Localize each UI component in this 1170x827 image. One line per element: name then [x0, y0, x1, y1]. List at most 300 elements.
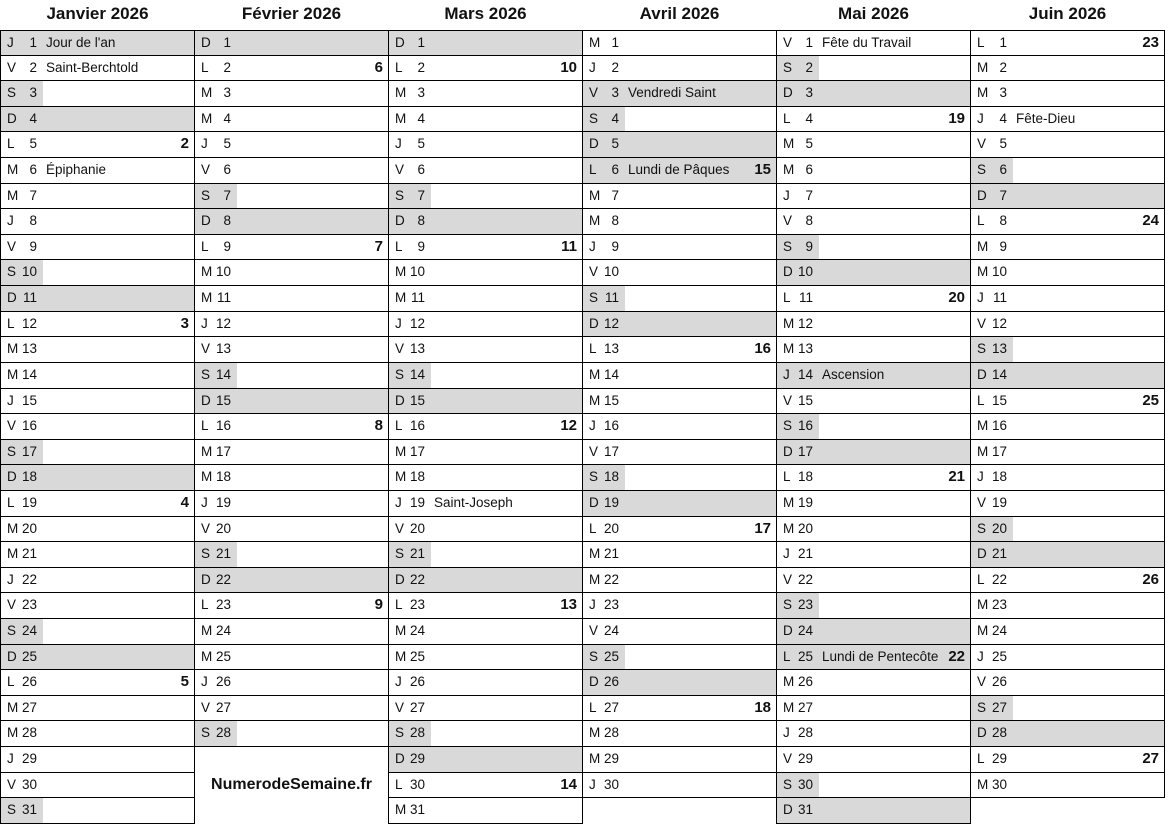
day-number: 17: [797, 443, 813, 459]
day-row: [388, 337, 583, 363]
day-number: 18: [21, 469, 37, 485]
day-number: 15: [797, 392, 813, 408]
day-row: [776, 158, 971, 184]
weekday-letter: M: [7, 520, 19, 536]
day-row: [582, 209, 777, 235]
day-number: 26: [409, 674, 425, 690]
day-row: [388, 440, 583, 466]
month-title: Mars 2026: [444, 4, 527, 23]
weekday-letter: S: [783, 418, 793, 434]
weekday-letter: J: [7, 213, 14, 229]
weekday-letter: M: [7, 187, 19, 203]
weekday-letter: V: [783, 571, 793, 587]
day-row: [0, 414, 195, 440]
weekday-letter: M: [977, 776, 989, 792]
day-row: [194, 465, 389, 491]
week-number: 2: [180, 135, 189, 153]
weekday-letter: J: [7, 571, 14, 587]
day-row: [970, 465, 1165, 491]
day-number: 7: [29, 187, 37, 203]
day-row: [388, 312, 583, 338]
day-number: 9: [805, 238, 813, 254]
weekday-letter: S: [7, 623, 17, 639]
day-row: [582, 107, 777, 133]
day-row: [582, 645, 777, 671]
day-number: 27: [991, 699, 1007, 715]
day-row: [388, 491, 583, 517]
weekday-letter: M: [977, 264, 989, 280]
holiday-label: Jour de l'an: [46, 35, 116, 50]
day-number: 21: [409, 546, 425, 562]
weekday-letter: S: [7, 264, 17, 280]
month-title: Janvier 2026: [46, 4, 149, 23]
holiday-label: Ascension: [822, 366, 885, 382]
day-number: 13: [603, 341, 619, 357]
holiday-label: Lundi de Pâques: [628, 162, 730, 178]
day-number: 11: [22, 290, 37, 306]
day-row: [970, 81, 1165, 107]
day-row: [194, 363, 389, 389]
weekday-letter: M: [977, 597, 989, 613]
week-number: 17: [754, 519, 771, 537]
day-number: 25: [603, 648, 619, 664]
weekday-letter: V: [977, 674, 987, 690]
day-row: [388, 645, 583, 671]
day-row: [582, 773, 777, 799]
day-row: [388, 81, 583, 107]
weekday-letter: M: [201, 290, 213, 306]
weekday-letter: D: [783, 802, 793, 818]
day-row: [582, 312, 777, 338]
day-number: 4: [29, 110, 37, 126]
month-days: [776, 30, 971, 824]
day-row: [582, 235, 777, 261]
day-row: [194, 568, 389, 594]
day-row: [582, 517, 777, 543]
day-row: [776, 670, 971, 696]
weekday-letter: L: [7, 494, 15, 510]
day-number: 4: [223, 110, 231, 126]
day-row: [0, 696, 195, 722]
day-number: 25: [21, 648, 37, 664]
day-number: 19: [409, 494, 425, 510]
weekday-letter: V: [977, 494, 987, 510]
day-row: [0, 721, 195, 747]
day-row: [194, 619, 389, 645]
weekday-letter: S: [201, 366, 211, 382]
day-number: 8: [223, 213, 231, 229]
day-row: [194, 337, 389, 363]
day-row: [776, 747, 971, 773]
day-number: 10: [21, 264, 37, 280]
day-number: 22: [215, 571, 231, 587]
day-number: 18: [215, 469, 231, 485]
day-number: 1: [29, 35, 37, 50]
day-row: [970, 593, 1165, 619]
day-row: [582, 260, 777, 286]
day-row: [388, 593, 583, 619]
day-row: [970, 542, 1165, 568]
day-row: [776, 389, 971, 415]
weekday-letter: L: [783, 110, 791, 126]
day-number: 7: [611, 187, 619, 203]
day-number: 20: [603, 520, 619, 536]
day-number: 15: [21, 392, 37, 408]
day-number: 7: [223, 187, 231, 203]
day-row: [582, 414, 777, 440]
weekday-letter: V: [589, 264, 599, 280]
weekday-letter: V: [395, 699, 405, 715]
weekday-letter: V: [395, 341, 405, 357]
weekday-letter: M: [395, 110, 407, 126]
day-number: 15: [603, 392, 619, 408]
day-number: 11: [216, 290, 231, 306]
day-number: 6: [417, 162, 425, 178]
day-number: 28: [797, 725, 813, 741]
weekday-letter: J: [783, 366, 790, 382]
weekday-letter: J: [589, 238, 596, 254]
day-number: 6: [999, 162, 1007, 178]
day-row: [582, 363, 777, 389]
day-number: 18: [797, 469, 813, 485]
day-number: 29: [409, 751, 425, 767]
weekday-letter: S: [395, 187, 405, 203]
weekday-letter: M: [977, 443, 989, 459]
weekday-letter: D: [7, 648, 17, 664]
day-number: 15: [215, 392, 231, 408]
weekday-letter: M: [7, 699, 19, 715]
weekday-letter: D: [783, 443, 793, 459]
day-row: [582, 747, 777, 773]
day-number: 5: [417, 136, 425, 152]
day-number: 20: [409, 520, 425, 536]
day-number: 27: [409, 699, 425, 715]
day-row: [776, 30, 971, 56]
day-row: [970, 619, 1165, 645]
week-number: 21: [948, 468, 965, 486]
weekday-letter: J: [589, 59, 596, 75]
week-number: 4: [180, 493, 189, 511]
day-number: 19: [991, 494, 1007, 510]
day-number: 22: [603, 571, 619, 587]
weekday-letter: D: [589, 136, 599, 152]
day-number: 2: [805, 59, 813, 75]
month-column: [776, 0, 971, 824]
day-row: [970, 107, 1165, 133]
day-number: 16: [409, 418, 425, 434]
day-number: 2: [611, 59, 619, 75]
day-row: [582, 593, 777, 619]
weekday-letter: J: [7, 751, 14, 767]
day-row: [776, 721, 971, 747]
weekday-letter: L: [395, 418, 403, 434]
day-number: 19: [603, 494, 619, 510]
day-number: 9: [223, 238, 231, 254]
week-number: 7: [374, 237, 383, 255]
week-number: 16: [754, 340, 771, 358]
day-row: [776, 619, 971, 645]
weekday-letter: J: [783, 546, 790, 562]
holiday-label: Fête du Travail: [822, 35, 912, 50]
day-row: [776, 286, 971, 312]
day-number: 3: [29, 85, 37, 101]
month-column: [388, 0, 583, 824]
day-number: 28: [215, 725, 231, 741]
day-number: 30: [797, 776, 813, 792]
day-number: 23: [603, 597, 619, 613]
day-row: [970, 56, 1165, 82]
weekday-letter: V: [395, 162, 405, 178]
day-row: [776, 465, 971, 491]
weekday-letter: M: [783, 494, 795, 510]
day-number: 14: [21, 366, 37, 382]
day-number: 9: [417, 238, 425, 254]
day-row: [194, 721, 389, 747]
day-number: 31: [21, 802, 37, 818]
day-row: [0, 235, 195, 261]
day-row: [776, 542, 971, 568]
day-row: [194, 158, 389, 184]
day-row: [0, 363, 195, 389]
day-number: 5: [611, 136, 619, 152]
weekday-letter: M: [589, 751, 601, 767]
weekday-letter: M: [977, 85, 989, 101]
day-row: [388, 235, 583, 261]
month-title: Mai 2026: [838, 4, 909, 23]
weekday-letter: J: [7, 35, 14, 50]
weekday-letter: M: [977, 59, 989, 75]
day-row: [582, 286, 777, 312]
day-number: 22: [21, 571, 37, 587]
day-row: [970, 286, 1165, 312]
weekday-letter: M: [783, 315, 795, 331]
day-row: [194, 389, 389, 415]
day-row: [0, 132, 195, 158]
day-row: [776, 81, 971, 107]
day-number: 28: [603, 725, 619, 741]
day-number: 24: [603, 623, 619, 639]
day-row: [388, 517, 583, 543]
day-row: [388, 798, 583, 824]
day-row: [388, 465, 583, 491]
day-number: 10: [409, 264, 425, 280]
weekday-letter: S: [589, 648, 599, 664]
day-number: 24: [21, 623, 37, 639]
weekday-letter: S: [589, 110, 599, 126]
day-number: 14: [603, 366, 619, 382]
day-number: 14: [797, 366, 813, 382]
weekday-letter: L: [783, 469, 791, 485]
day-row: [0, 286, 195, 312]
weekday-letter: M: [783, 162, 795, 178]
day-number: 20: [215, 520, 231, 536]
week-number: 8: [374, 417, 383, 435]
weekday-letter: D: [589, 494, 599, 510]
day-row: [776, 312, 971, 338]
day-number: 30: [991, 776, 1007, 792]
day-number: 29: [991, 751, 1007, 767]
day-row: [582, 440, 777, 466]
day-number: 12: [603, 315, 619, 331]
weekday-letter: V: [783, 751, 793, 767]
day-row: [0, 81, 195, 107]
day-number: 5: [29, 136, 37, 152]
day-row: [194, 312, 389, 338]
month-days: [388, 30, 583, 824]
day-number: 23: [991, 597, 1007, 613]
day-number: 9: [999, 238, 1007, 254]
weekday-letter: M: [7, 725, 19, 741]
weekday-letter: J: [977, 290, 984, 306]
weekday-letter: J: [977, 469, 984, 485]
day-number: 21: [603, 546, 619, 562]
day-row: [388, 286, 583, 312]
day-row: [582, 670, 777, 696]
day-row: [0, 440, 195, 466]
day-row: [582, 619, 777, 645]
day-row: [776, 260, 971, 286]
day-row: [194, 56, 389, 82]
weekday-letter: J: [395, 494, 402, 510]
weekday-letter: S: [395, 546, 405, 562]
day-number: 29: [603, 751, 619, 767]
weekday-letter: D: [783, 85, 793, 101]
weekday-letter: V: [589, 85, 599, 101]
weekday-letter: J: [7, 392, 14, 408]
week-number: 19: [948, 109, 965, 127]
weekday-letter: L: [395, 597, 403, 613]
day-row: [388, 184, 583, 210]
weekday-letter: M: [783, 520, 795, 536]
weekday-letter: M: [783, 136, 795, 152]
day-row: [0, 337, 195, 363]
day-row: [388, 414, 583, 440]
weekday-letter: M: [589, 35, 601, 50]
day-number: 30: [603, 776, 619, 792]
day-number: 3: [999, 85, 1007, 101]
weekday-letter: L: [395, 59, 403, 75]
weekday-letter: V: [7, 776, 17, 792]
day-number: 15: [409, 392, 425, 408]
day-number: 10: [991, 264, 1007, 280]
day-number: 1: [999, 35, 1007, 50]
week-number: 6: [374, 58, 383, 76]
day-row: [388, 619, 583, 645]
weekday-letter: M: [977, 238, 989, 254]
day-number: 21: [21, 546, 37, 562]
weekday-letter: S: [783, 238, 793, 254]
day-number: 2: [223, 59, 231, 75]
weekday-letter: M: [395, 648, 407, 664]
day-row: [388, 158, 583, 184]
day-number: 28: [21, 725, 37, 741]
holiday-label: Saint-Berchtold: [46, 59, 139, 75]
day-row: [0, 568, 195, 594]
weekday-letter: D: [977, 546, 987, 562]
week-number: 12: [560, 417, 577, 435]
day-number: 29: [797, 751, 813, 767]
day-number: 12: [215, 315, 231, 331]
day-row: [970, 184, 1165, 210]
weekday-letter: M: [201, 264, 213, 280]
day-row: [0, 747, 195, 773]
day-number: 19: [215, 494, 231, 510]
month-column: [970, 0, 1165, 824]
weekday-letter: L: [977, 35, 985, 50]
weekday-letter: S: [783, 59, 793, 75]
day-number: 4: [417, 110, 425, 126]
day-number: 6: [223, 162, 231, 178]
day-number: 27: [21, 699, 37, 715]
day-number: 8: [417, 213, 425, 229]
day-number: 30: [21, 776, 37, 792]
day-row: [582, 184, 777, 210]
day-number: 13: [409, 341, 425, 357]
weekday-letter: S: [977, 520, 987, 536]
day-row: [970, 747, 1165, 773]
day-number: 17: [21, 443, 37, 459]
day-number: 4: [611, 110, 619, 126]
weekday-letter: V: [395, 520, 405, 536]
day-number: 18: [409, 469, 425, 485]
day-row: [388, 389, 583, 415]
weekday-letter: M: [589, 392, 601, 408]
day-row: [388, 132, 583, 158]
weekday-letter: D: [395, 35, 405, 50]
day-number: 8: [611, 213, 619, 229]
weekday-letter: D: [7, 290, 17, 306]
day-number: 5: [999, 136, 1007, 152]
day-row: [970, 132, 1165, 158]
weekday-letter: J: [201, 494, 208, 510]
weekday-letter: M: [395, 623, 407, 639]
week-number: 5: [180, 673, 189, 691]
day-number: 11: [798, 290, 813, 306]
day-row: [0, 389, 195, 415]
day-row: [388, 363, 583, 389]
weekday-letter: L: [977, 751, 985, 767]
day-number: 19: [797, 494, 813, 510]
day-number: 11: [992, 290, 1007, 306]
day-row: [582, 30, 777, 56]
weekday-letter: L: [201, 238, 209, 254]
day-row: [776, 696, 971, 722]
day-number: 12: [797, 315, 813, 331]
day-number: 5: [223, 136, 231, 152]
weekday-letter: V: [7, 238, 17, 254]
weekday-letter: S: [783, 776, 793, 792]
weekday-letter: S: [7, 443, 17, 459]
weekday-letter: M: [395, 264, 407, 280]
weekday-letter: D: [977, 725, 987, 741]
weekday-letter: M: [201, 443, 213, 459]
weekday-letter: M: [201, 623, 213, 639]
day-number: 10: [797, 264, 813, 280]
day-row: [582, 132, 777, 158]
day-number: 2: [999, 59, 1007, 75]
weekday-letter: J: [589, 418, 596, 434]
day-number: 23: [21, 597, 37, 613]
day-row: [970, 440, 1165, 466]
weekday-letter: L: [589, 341, 597, 357]
day-number: 15: [991, 392, 1007, 408]
weekday-letter: J: [977, 648, 984, 664]
day-number: 3: [417, 85, 425, 101]
day-number: 28: [409, 725, 425, 741]
day-row: [0, 798, 195, 824]
day-number: 17: [603, 443, 619, 459]
day-row: [776, 440, 971, 466]
